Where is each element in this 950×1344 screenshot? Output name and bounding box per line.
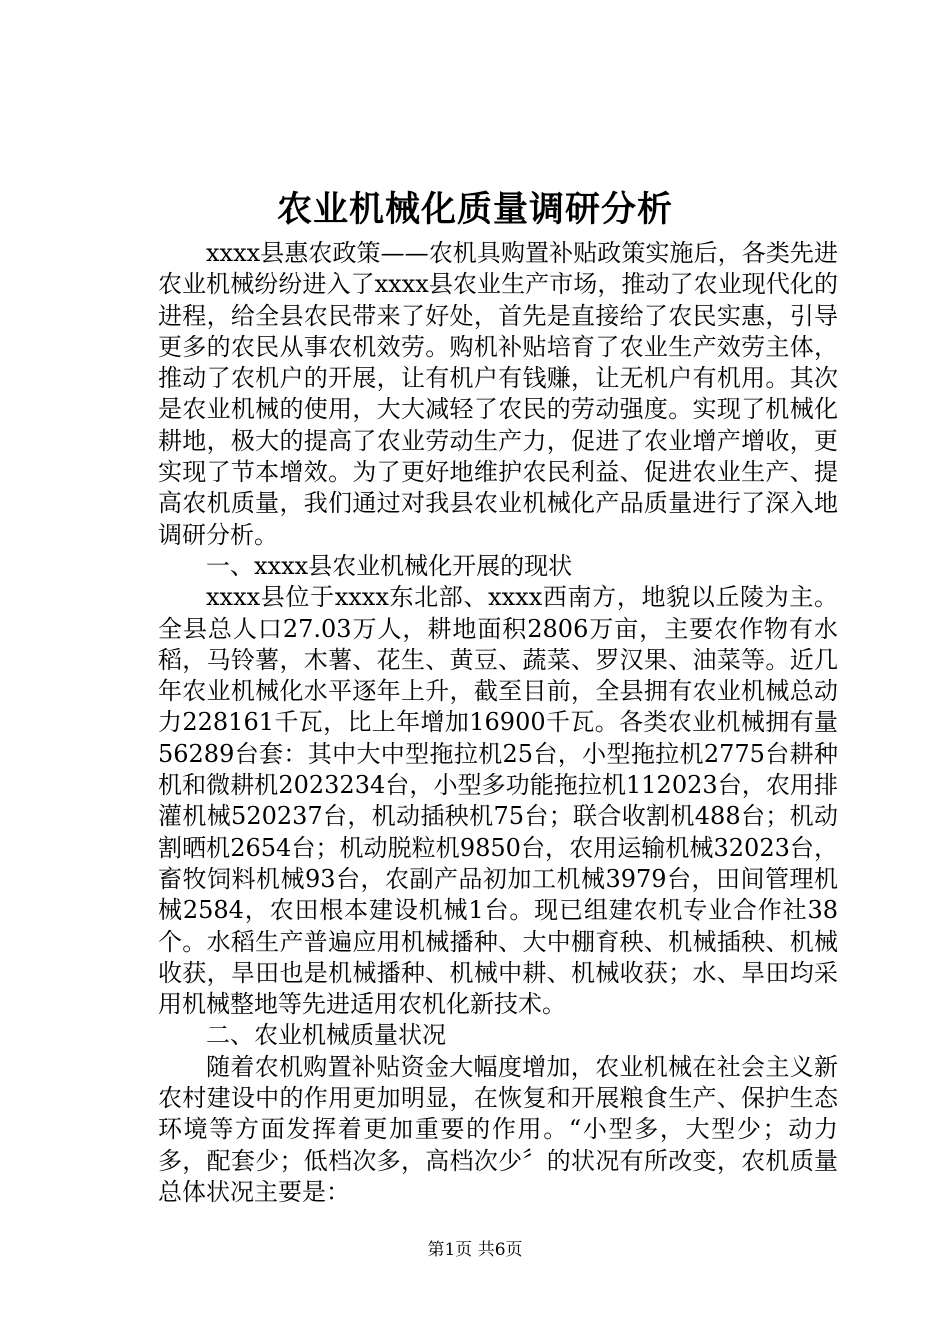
intro-paragraph: xxxx县惠农政策——农机具购置补贴政策实施后，各类先进农业机械纷纷进入了xxxx县农业生产市场，推动了农业现代化的进程，给全县农民带来了好处，首先是直接给了农民实惠，引导更多的农民从事农机效劳。购机补贴培育了农业生产效劳主体，推动了农机户的开展，让有机户有钱赚，让无机户有机用。其次是农业机械的使用，大大减轻了农民的劳动强度。实现了机械化耕地，极大的提高了农业劳动生产力，促进了农业增产增收，更实现了节本增效。为了更好地维护农民利益、促进农业生产、提高农机质量，我们通过对我县农业机械化产品质量进行了深入地调研分析。 — [158, 239, 838, 549]
quality-paragraph: 随着农机购置补贴资金大幅度增加，农业机械在社会主义新农村建设中的作用更加明显，在恢复和开展粮食生产、保护生态环境等方面发挥着更加重要的作用。“小型多，大型少；动力多，配套少；低档次多，高档次少〞的状况有所改变，农机质量总体状况主要是： — [158, 1052, 838, 1206]
section-heading-2: 二、农业机械质量状况 — [206, 1021, 446, 1050]
document-title: 农业机械化质量调研分析 — [276, 189, 673, 230]
status-paragraph: xxxx县位于xxxx东北部、xxxx西南方，地貌以丘陵为主。全县总人口27.03万人，耕地面积2806万亩，主要农作物有水稻，马铃薯，木薯、花生、黄豆、蔬菜、罗汉果、油菜等。近几年农业机械化水平逐年上升，截至目前，全县拥有农业机械总动力228161千瓦，比上年增加16900千瓦。各类农业机械拥有量56289台套：其中大中型拖拉机25台，小型拖拉机2775台耕种机和微耕机2023234台，小型多功能拖拉机112023台，农用排灌机械520237台，机动插秧机75台；联合收割机488台；机动割晒机2654台；机动脱粒机9850台，农用运输机械32023台，畜牧饲料机械93台，农副产品初加工机械3979台，田间管理机械2584，农田根本建设机械1台。现已组建农机专业合作社38个。水稻生产普遍应用机械播种、大中棚育秧、机械插秧、机械收获，旱田也是机械播种、机械中耕、机械收获；水、旱田均采用机械整地等先进适用农机化新技术。 — [158, 583, 838, 1019]
page-number-footer: 第1页 共6页 — [427, 1240, 523, 1260]
section-heading-1: 一、xxxx县农业机械化开展的现状 — [206, 551, 573, 580]
document-body — [158, 238, 838, 1208]
